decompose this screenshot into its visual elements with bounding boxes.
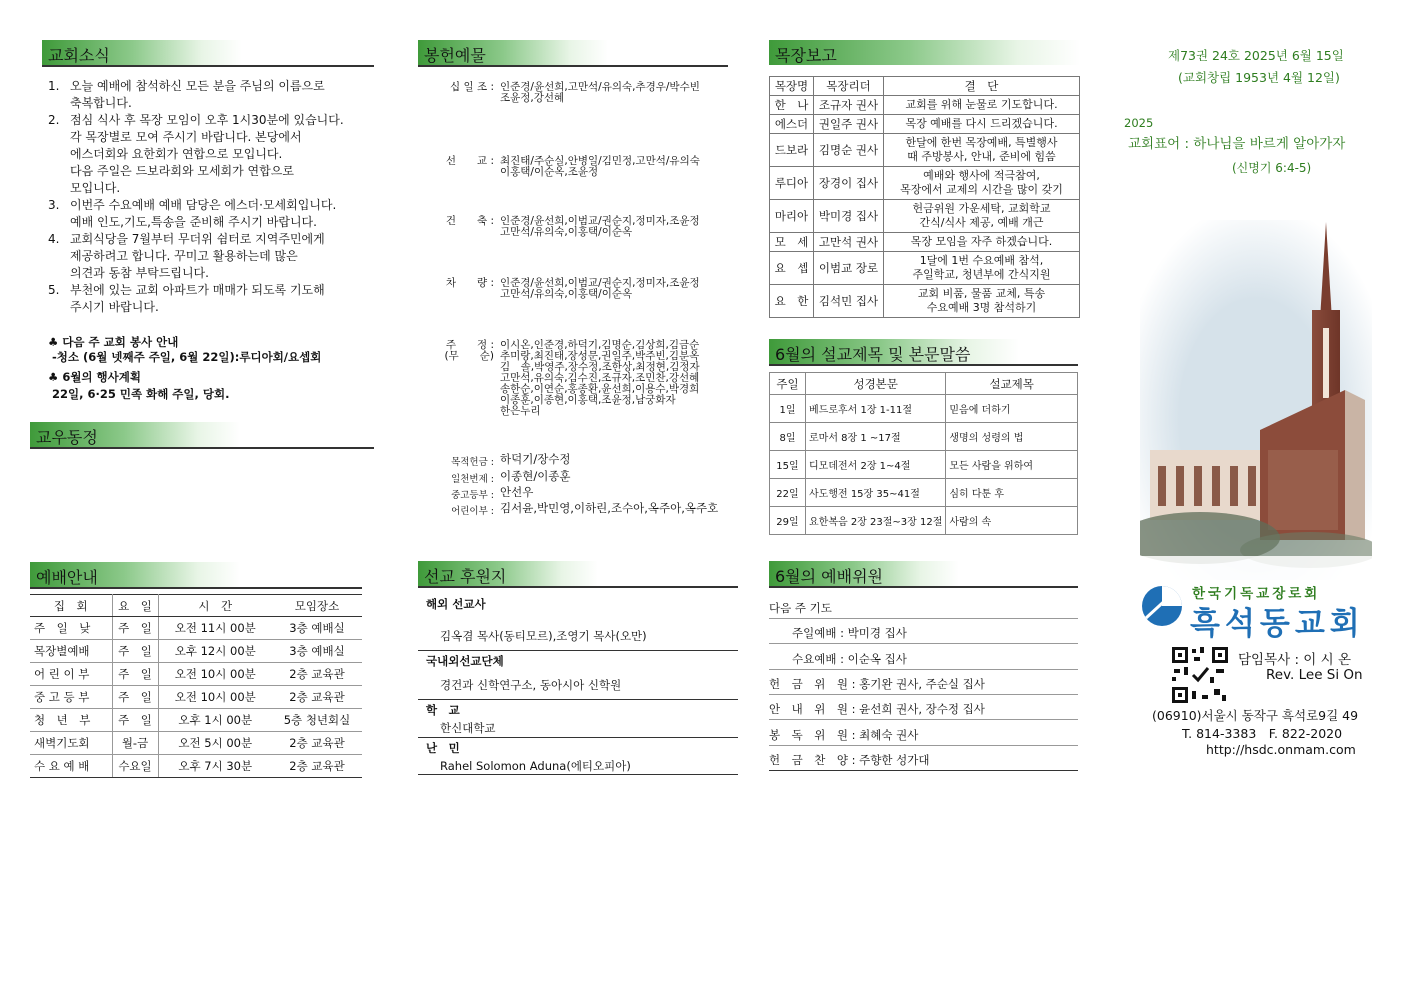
report-plan-line: 간식/식사 제공, 예배 개근: [919, 216, 1044, 229]
offering-label: 선 교 :: [445, 155, 494, 167]
notice-line: 다음 주일은 드보라회와 모세회가 연합으로: [70, 164, 294, 178]
offering-label: 중고등부 :: [451, 490, 494, 501]
offering-title: 봉헌예물: [424, 46, 486, 65]
table-cell: 15일: [770, 451, 806, 479]
members-header: [30, 422, 374, 449]
report-table: [769, 76, 1080, 318]
table-row: [30, 755, 362, 778]
table-cell: 조규자 권사: [814, 96, 884, 115]
table-cell: 주 일: [112, 640, 158, 663]
table-row: [770, 200, 1080, 233]
notice-line: 각 목장별로 모여 주시기 바랍니다. 본당에서: [70, 130, 302, 144]
report-plan-line: 교회 비품, 물품 교체, 특송: [917, 287, 1046, 300]
table-row: [770, 395, 1078, 423]
table-cell: 박미경 집사: [814, 200, 884, 233]
report-plan-line: 한달에 한번 목장예배, 특별행사: [905, 136, 1058, 149]
offering-value: 이종현/이종훈: [500, 469, 571, 483]
motto-year: 2025: [1124, 116, 1154, 130]
notice-item: [42, 231, 382, 282]
table-row: [770, 167, 1080, 200]
church-name: 흑석동교회: [1190, 606, 1365, 642]
notice-line: 에스더회와 요한회가 연합으로 모입니다.: [70, 147, 283, 161]
notice-number: 2.: [48, 113, 60, 127]
table-row: [30, 663, 362, 686]
report-plan-line: 교회를 위해 눈물로 기도합니다.: [905, 98, 1058, 111]
table-cell: 사도행전 15장 35~41절: [806, 479, 946, 507]
table-row: [30, 617, 362, 640]
table-row: [770, 507, 1078, 535]
table-cell: 어 린 이 부: [30, 663, 112, 686]
offering-label: 건 축 :: [445, 215, 494, 227]
offering-header: [418, 40, 728, 67]
offering-label: 목적헌금 :: [451, 457, 494, 468]
table-cell: 오후 12시 00분: [158, 640, 272, 663]
roles-header: [769, 561, 1078, 588]
roles-title: 6월의 예배위원: [775, 567, 884, 586]
offering-label: 주 정 : (무 순): [444, 339, 494, 362]
role-row: 헌 금 위 원 : 홍기완 권사, 주순실 집사: [769, 670, 1078, 695]
table-cell: 고만석 권사: [814, 233, 884, 252]
mission-category: 난 민: [418, 737, 738, 756]
report-title: 목장보고: [775, 46, 837, 65]
report-header: [769, 40, 1080, 67]
report-plan-line: 목장에서 교제의 시간을 많이 갖기: [900, 183, 1063, 196]
notice-item: [42, 112, 382, 197]
table-cell: 3층 예배실: [272, 617, 362, 640]
mission-item: 경건과 신학연구소, 동아시아 신학원: [440, 678, 622, 692]
table-row: [770, 285, 1080, 318]
table-cell: 3층 예배실: [272, 640, 362, 663]
table-cell: 월-금: [112, 732, 158, 755]
table-cell: 수요일: [112, 755, 158, 778]
sermon-header-text: 성경본문: [806, 373, 946, 395]
table-cell: 에스더: [770, 115, 814, 134]
members-title: 교우동정: [36, 428, 98, 447]
notice-line: 주시기 바랍니다.: [70, 300, 159, 314]
report-header-name: 목장명: [770, 77, 814, 96]
table-cell: 루디아: [770, 167, 814, 200]
worship-header-day: 요 일: [112, 595, 158, 617]
worship-guide-table: [30, 594, 362, 778]
offering-name-line: 최진태/주순실,안병일/김민정,고만석/유의숙: [500, 155, 700, 167]
notice-line: 점심 식사 후 목장 모임이 오후 1시30분에 있습니다.: [70, 113, 344, 127]
notice-line: 제공하려고 합니다. 꾸미고 활용하는데 많은: [70, 249, 298, 263]
table-cell: 장경이 집사: [814, 167, 884, 200]
report-plan: [884, 115, 1080, 134]
report-plan: [884, 167, 1080, 200]
mission-category: 국내외선교단체: [418, 650, 738, 669]
church-photo: [1140, 220, 1372, 580]
report-plan-line: 주일학교, 청년부에 간식지원: [912, 268, 1051, 281]
pastor-name: 담임목사 : 이 시 온: [1238, 652, 1352, 668]
table-row: [30, 732, 362, 755]
mission-item: 김옥겸 목사(동티모르),조영기 목사(오만): [440, 629, 647, 643]
report-plan-line: 때 주방봉사, 안내, 준비에 힘씀: [907, 150, 1056, 163]
table-cell: 한 나: [770, 96, 814, 115]
table-cell: 김명순 권사: [814, 134, 884, 167]
notice-item: [42, 282, 382, 316]
offering-name-line: 김 솔,박영주,장수정,조한상,최정현,김정자: [500, 361, 700, 373]
offering-name-line: 인준경/윤선희,이범교/권순지,정미자,조윤정: [500, 277, 700, 289]
offering-names: [500, 278, 732, 300]
report-plan: [884, 285, 1080, 318]
report-header-leader: 목장리더: [814, 77, 884, 96]
table-cell: 주 일: [112, 686, 158, 709]
table-cell: 믿음에 더하기: [946, 395, 1078, 423]
table-cell: 새벽기도회: [30, 732, 112, 755]
table-cell: 1일: [770, 395, 806, 423]
table-cell: 중 고 등 부: [30, 686, 112, 709]
notice-item: [42, 197, 382, 231]
offering-value: 안선우: [500, 485, 534, 499]
table-cell: 주 일: [112, 709, 158, 732]
table-cell: 드보라: [770, 134, 814, 167]
notice-line: 예배 인도,기도,특송을 준비해 주시기 바랍니다.: [70, 215, 317, 229]
qr-code-icon: [1170, 645, 1230, 705]
church-website-link[interactable]: http://hsdc.onmam.com: [1206, 742, 1356, 757]
notice-line: 교회식당을 7월부터 무더위 쉼터로 지역주민에게: [70, 232, 325, 246]
offering-names: [500, 82, 732, 104]
notices-header: [42, 40, 374, 67]
offering-name-line: 고만석,유의숙,김수진,조규자,조민찬,강선혜: [500, 372, 700, 384]
table-cell: 2층 교육관: [272, 686, 362, 709]
table-cell: 마리아: [770, 200, 814, 233]
table-cell: 사람의 속: [946, 507, 1078, 535]
offering-name-line: 인준경/윤선희,이범교/권순지,정미자,조윤정: [500, 215, 700, 227]
role-row: 헌 금 찬 양 : 주향한 성가대: [769, 746, 1078, 771]
table-cell: 요 셉: [770, 252, 814, 285]
offering-name-line: 조윤정,강선혜: [500, 92, 565, 104]
offering-name-line: 추미랑,최진태,장성문,권일주,박주빈,김분옥: [500, 350, 700, 362]
offering-name-line: 고만석/유의숙,이홍택/이순옥: [500, 288, 633, 300]
service-line: -청소 (6월 넷째주 주일, 6월 22일):루디아회/요셉회: [52, 350, 322, 364]
notice-list: [42, 78, 382, 316]
table-cell: 주 일: [112, 617, 158, 640]
report-plan: [884, 200, 1080, 233]
mission-item: Rahel Solomon Aduna(에티오피아): [418, 758, 738, 775]
table-row: [770, 134, 1080, 167]
offering-label: 차 량 :: [445, 277, 494, 289]
role-row: 안 내 위 원 : 윤선희 권사, 장수정 집사: [769, 695, 1078, 720]
table-cell: 8일: [770, 423, 806, 451]
sermon-header-title: 설교제목: [946, 373, 1078, 395]
notice-line: 부천에 있는 교회 아파트가 매매가 되도록 기도해: [70, 283, 325, 297]
table-cell: 5층 청년회실: [272, 709, 362, 732]
table-cell: 오전 10시 00분: [158, 663, 272, 686]
notice-line: 축복합니다.: [70, 96, 132, 110]
table-cell: 주 일 낮: [30, 617, 112, 640]
table-row: [770, 115, 1080, 134]
mission-header: [418, 561, 738, 588]
sermon-header-week: 주일: [770, 373, 806, 395]
offering-name-line: 이시온,인준경,하덕기,김명순,김상희,김금순: [500, 339, 700, 351]
church-address: (06910)서울시 동작구 흑석로9길 49: [1152, 708, 1359, 723]
report-plan-line: 수요예배 3명 참석하기: [926, 301, 1037, 314]
offering-name-line: 이홍택/이순옥,조윤정: [500, 166, 599, 178]
notice-line: 오늘 예배에 참석하신 모든 분을 주님의 이름으로: [70, 79, 325, 93]
issue-info: 제73권 24호 2025년 6월 15일: [1168, 48, 1344, 63]
role-row: 수요예배 : 이순옥 집사: [769, 645, 1078, 670]
motto-reference: (신명기 6:4-5): [1232, 161, 1312, 175]
table-cell: 목장별예배: [30, 640, 112, 663]
denomination-name: 한국기독교장로회: [1192, 586, 1321, 602]
offering-names: [500, 156, 732, 178]
offering-value: 김서윤,박민영,이하린,조수아,옥주아,옥주호: [500, 501, 719, 515]
table-cell: 오전 10시 00분: [158, 686, 272, 709]
offering-names: [500, 340, 732, 417]
report-plan-line: 1달에 1번 수요예배 참석,: [919, 254, 1044, 267]
table-cell: 요 한: [770, 285, 814, 318]
table-cell: 오후 7시 30분: [158, 755, 272, 778]
notice-number: 3.: [48, 198, 60, 212]
worship-guide-title: 예배안내: [36, 568, 98, 587]
notice-number: 5.: [48, 283, 60, 297]
report-header-plan: 결 단: [884, 77, 1080, 96]
table-row: [770, 423, 1078, 451]
table-cell: 29일: [770, 507, 806, 535]
offering-name-line: 인준경/윤선희,고만석/유의숙,추경우/박수빈: [500, 81, 700, 93]
offering-name-line: 고만석/유의숙,이홍택/이순옥: [500, 226, 633, 238]
table-row: [30, 640, 362, 663]
table-row: [770, 96, 1080, 115]
service-title: ♣ 다음 주 교회 봉사 안내: [48, 335, 179, 349]
sermons-table: [769, 372, 1078, 535]
table-row: [30, 709, 362, 732]
report-plan: [884, 233, 1080, 252]
mission-item: 한신대학교: [440, 721, 496, 735]
notice-line: 모입니다.: [70, 181, 121, 195]
table-row: [770, 252, 1080, 285]
table-cell: 베드로후서 1장 1-11절: [806, 395, 946, 423]
pastor-name-en: Rev. Lee Si On: [1266, 667, 1363, 683]
notice-item: [42, 78, 382, 112]
table-cell: 이범교 장로: [814, 252, 884, 285]
table-cell: 김석민 집사: [814, 285, 884, 318]
notice-number: 1.: [48, 79, 60, 93]
table-cell: 권일주 권사: [814, 115, 884, 134]
role-row: 봉 독 위 원 : 최혜숙 권사: [769, 721, 1078, 746]
worship-header-place: 모임장소: [272, 595, 362, 617]
mission-title: 선교 후원지: [424, 567, 507, 586]
offering-name-line: 이종훈,이종현,이홍택,조윤정,남궁화자: [500, 394, 676, 406]
table-cell: 2층 교육관: [272, 755, 362, 778]
table-cell: 모든 사람을 위하여: [946, 451, 1078, 479]
event-title: ♣ 6월의 행사계획: [48, 370, 141, 384]
role-row: 다음 주 기도: [769, 594, 1078, 619]
table-cell: 디모데전서 2장 1~4절: [806, 451, 946, 479]
report-plan: [884, 134, 1080, 167]
founded-info: (교회창립 1953년 4월 12일): [1178, 70, 1340, 85]
report-plan-line: 예배와 행사에 적극참여,: [923, 169, 1040, 182]
sermons-title: 6월의 설교제목 및 본문말씀: [775, 345, 971, 364]
church-phone: T. 814-3383 F. 822-2020: [1182, 726, 1343, 741]
table-cell: 수 요 예 배: [30, 755, 112, 778]
church-motto: 교회표어 : 하나님을 바르게 알아가자: [1128, 136, 1346, 152]
table-row: [770, 479, 1078, 507]
event-line: 22일, 6·25 민족 화해 주일, 당회.: [52, 387, 230, 401]
offering-label: 일천번제 :: [451, 474, 494, 485]
report-plan: [884, 252, 1080, 285]
offering-name-line: 한은누리: [500, 405, 541, 417]
table-row: [30, 686, 362, 709]
mission-category: 학 교: [418, 699, 738, 718]
report-plan-line: 목장 예배를 다시 드리겠습니다.: [905, 117, 1058, 130]
table-cell: 2층 교육관: [272, 732, 362, 755]
table-cell: 모 세: [770, 233, 814, 252]
table-cell: 생명의 성령의 법: [946, 423, 1078, 451]
notice-line: 의견과 동참 부탁드립니다.: [70, 266, 209, 280]
notice-line: 이번주 수요예배 예배 담당은 에스더·모세회입니다.: [70, 198, 337, 212]
church-logo-icon: [1140, 584, 1184, 628]
worship-guide-header: [30, 562, 362, 589]
offering-value: 하덕기/장수정: [500, 452, 571, 466]
report-plan-line: 목장 모임을 자주 하겠습니다.: [910, 235, 1053, 248]
notices-title: 교회소식: [48, 46, 110, 65]
report-plan-line: 헌금위원 가운세탁, 교회학교: [912, 202, 1051, 215]
worship-header-meeting: 집 회: [30, 595, 112, 617]
table-row: [770, 451, 1078, 479]
offering-names: [500, 216, 732, 238]
offering-name-line: 송한순,이연순,홍종환,윤선희,이용수,박경희: [500, 383, 700, 395]
table-cell: 오전 11시 00분: [158, 617, 272, 640]
table-row: [770, 233, 1080, 252]
table-cell: 오후 1시 00분: [158, 709, 272, 732]
table-cell: 오전 5시 00분: [158, 732, 272, 755]
table-cell: 심히 다툰 후: [946, 479, 1078, 507]
table-cell: 주 일: [112, 663, 158, 686]
table-cell: 22일: [770, 479, 806, 507]
table-cell: 로마서 8장 1 ~17절: [806, 423, 946, 451]
sermons-header: [769, 339, 1078, 366]
offering-label: 십 일 조 :: [450, 81, 494, 93]
table-cell: 청 년 부: [30, 709, 112, 732]
notice-number: 4.: [48, 232, 60, 246]
offering-label: 어린이부 :: [451, 506, 494, 517]
mission-category: 해외 선교사: [426, 597, 486, 611]
table-cell: 요한복음 2장 23절~3장 12절: [806, 507, 946, 535]
role-row: 주일예배 : 박미경 집사: [769, 619, 1078, 644]
worship-header-time: 시 간: [158, 595, 272, 617]
report-plan: [884, 96, 1080, 115]
table-cell: 2층 교육관: [272, 663, 362, 686]
